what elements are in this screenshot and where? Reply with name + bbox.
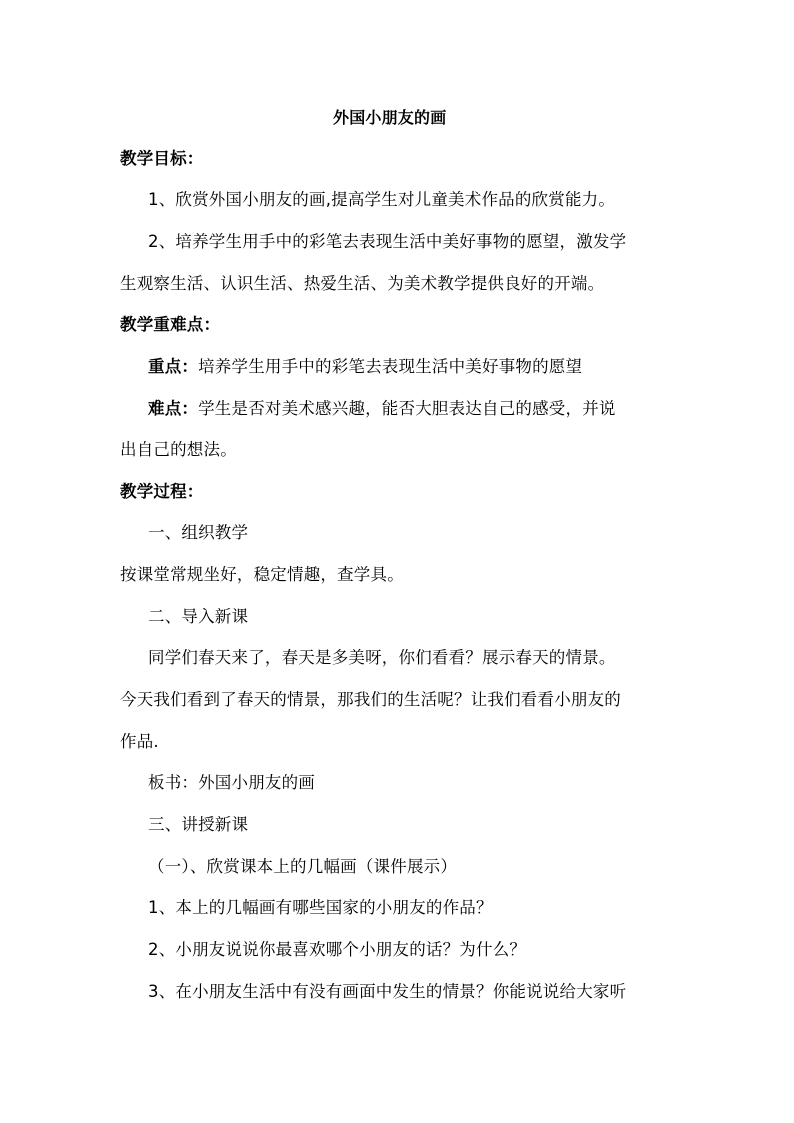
focus-label: 重点：	[148, 357, 199, 376]
board-note: 板书：外国小朋友的画	[148, 773, 315, 792]
step-1-text: 按课堂常规坐好，稳定情趣，查学具。	[120, 565, 404, 584]
step-2-text-line-1: 同学们春天来了，春天是多美呀，你们看看？展示春天的情景。	[148, 648, 616, 667]
objective-item-2-line-1: 2、培养学生用手中的彩笔去表现生活中美好事物的愿望，激发学	[148, 232, 627, 251]
difficulty-line-1	[148, 398, 616, 420]
question-3: 3、在小朋友生活中有没有画面中发生的情景？你能说说给大家听	[148, 982, 627, 1001]
difficulty-line-2: 出自己的想法。	[120, 440, 237, 459]
difficulty-label: 难点：	[148, 399, 199, 418]
objective-item-2-line-2: 生观察生活、认识生活、热爱生活、为美术教学提供良好的开端。	[120, 274, 605, 293]
focus-text: 培养学生用手中的彩笔去表现生活中美好事物的愿望	[198, 357, 583, 376]
step-2-text-line-2: 今天我们看到了春天的情景，那我们的生活呢？让我们看看小朋友的	[120, 690, 621, 709]
step-3-title: 三、讲授新课	[148, 815, 249, 834]
step-2-text-line-3: 作品.	[120, 732, 159, 751]
focus-line	[148, 356, 582, 378]
document-title: 外国小朋友的画	[333, 108, 447, 127]
step-1-title: 一、组织教学	[148, 523, 249, 542]
process-heading: 教学过程：	[120, 482, 204, 501]
question-2: 2、小朋友说说你最喜欢哪个小朋友的话？为什么？	[148, 940, 527, 959]
key-points-heading: 教学重难点：	[120, 315, 221, 334]
objective-item-1: 1、欣赏外国小朋友的画,提高学生对儿童美术作品的欣赏能力。	[148, 190, 616, 209]
question-1: 1、本上的几幅画有哪些国家的小朋友的作品？	[148, 898, 493, 917]
step-2-title: 二、导入新课	[148, 607, 249, 626]
difficulty-text: 学生是否对美术感兴趣，能否大胆表达自己的感受，并说	[198, 399, 616, 418]
sub-section-1: （一）、欣赏课本上的几幅画（课件展示）	[148, 857, 458, 876]
objectives-heading: 教学目标：	[120, 149, 204, 168]
